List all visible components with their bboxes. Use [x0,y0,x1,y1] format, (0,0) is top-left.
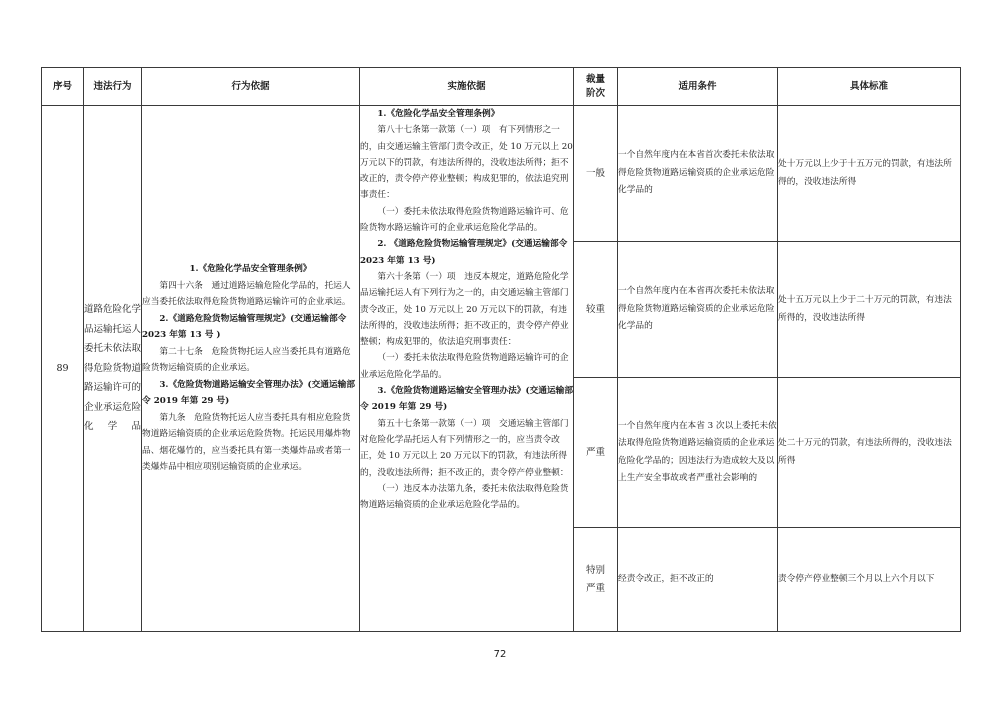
tier-standard: 处十万元以上少于十五万元的罚款，有违法所得的，没收违法所得 [778,106,961,242]
impl-para: （一）违反本办法第九条，委托未依法取得危险货物道路运输资质的企业承运危险化学品的。 [360,483,569,511]
impl-para: 3.《危险货物道路运输安全管理办法》(交通运输部令 2019 年第 29 号) [360,386,574,413]
impl-para: 第八十七条第一款第（一）项 有下列情形之一的，由交通运输主管部门责令改正，处 10 万元以上 20 万元以下的罚款，有违法所得的，没收违法所得；拒不改正的，责令停产停业整顿；构成犯罪的，依法追究刑事责任： [360,125,573,201]
basis-para: 第四十六条 通过道路运输危险化学品的，托运人应当委托依法取得危险货物道路运输许可的企业承运。 [142,280,351,308]
header-level: 裁量阶次 [574,68,618,106]
impl-para: 第六十条第（一）项 违反本规定，道路危险化学品运输托运人有下列行为之一的，由交通运输主管部门责令改正，处 10 万元以上 20 万元以下的罚款，有违法所得的，没收违法所得；拒不改正的，责令停产停业整顿；构成犯罪的，依法追究刑事责任： [360,271,569,348]
basis-para: 第九条 危险货物托运人应当委托具有相应危险货物道路运输资质的企业承运危险货物。托运民用爆炸物品、烟花爆竹的，应当委托具有第一类爆炸品或者第一类爆炸品中相应项别运输资质的企业承运。 [142,412,351,473]
penalty-table [41,67,961,632]
tier-level: 较重 [574,242,618,378]
header-seq: 序号 [42,68,84,106]
header-condition: 适用条件 [618,68,778,106]
impl-para: （一）委托未依法取得危险货物道路运输许可、危险货物水路运输许可的企业承运危险化学品的。 [360,206,569,234]
tier-level: 特别严重 [574,528,618,632]
header-basis: 行为依据 [142,68,360,106]
tier-standard: 处二十万元的罚款，有违法所得的，没收违法所得 [778,378,961,528]
header-standard: 具体标准 [778,68,961,106]
row-violation: 道路危险化学品运输托运人委托未依法取得危险货物道路运输许可的企业承运危险化学品 [84,106,142,632]
page-number: 72 [493,649,507,660]
table-row [42,106,961,242]
tier-level: 一般 [574,106,618,242]
impl-para: 第五十七条第一款第（一）项 交通运输主管部门对危险化学品托运人有下列情形之一的，应当责令改正，处 10 万元以上 20 万元以下的罚款，有违法所得的，没收违法所得；拒不改正的，责令停产停业整顿： [360,418,569,478]
basis-para: 1.《危险化学品安全管理条例》 [189,264,312,275]
header-implementation: 实施依据 [360,68,574,106]
tier-level: 严重 [574,378,618,528]
impl-para: （一）委托未依法取得危险货物道路运输许可的企业承运危险化学品的。 [360,353,569,380]
impl-para: 1.《危险化学品安全管理条例》 [377,109,500,119]
row-implementation [360,106,574,632]
tier-condition: 一个自然年度内在本省首次委托未依法取得危险货物道路运输资质的企业承运危险化学品的 [618,106,778,242]
basis-para: 第二十七条 危险货物托运人应当委托具有道路危险货物运输资质的企业承运。 [142,346,351,374]
basis-para: 2.《道路危险货物运输管理规定》(交通运输部令 2023 年第 13 号 ) [142,313,347,341]
header-violation: 违法行为 [84,68,142,106]
tier-condition: 经责令改正，拒不改正的 [618,528,778,632]
tier-standard: 责令停产停业整顿三个月以上六个月以下 [778,528,961,632]
impl-para: 2. 《道路危险货物运输管理规定》(交通运输部令 2023 年第 13 号) [360,239,568,266]
tier-standard: 处十五万元以上少于二十万元的罚款，有违法所得的，没收违法所得 [778,242,961,378]
table-header-row [42,68,961,106]
tier-condition: 一个自然年度内在本省 3 次以上委托未依法取得危险货物道路运输资质的企业承运危险化学品的；因违法行为造成较大及以上生产安全事故或者严重社会影响的 [618,378,778,528]
row-seq: 89 [42,106,84,632]
row-basis [142,106,360,632]
basis-para: 3.《危险货物道路运输安全管理办法》(交通运输部令 2019 年第 29 号) [142,379,356,407]
tier-condition: 一个自然年度内在本省再次委托未依法取得危险货物道路运输资质的企业承运危险化学品的 [618,242,778,378]
